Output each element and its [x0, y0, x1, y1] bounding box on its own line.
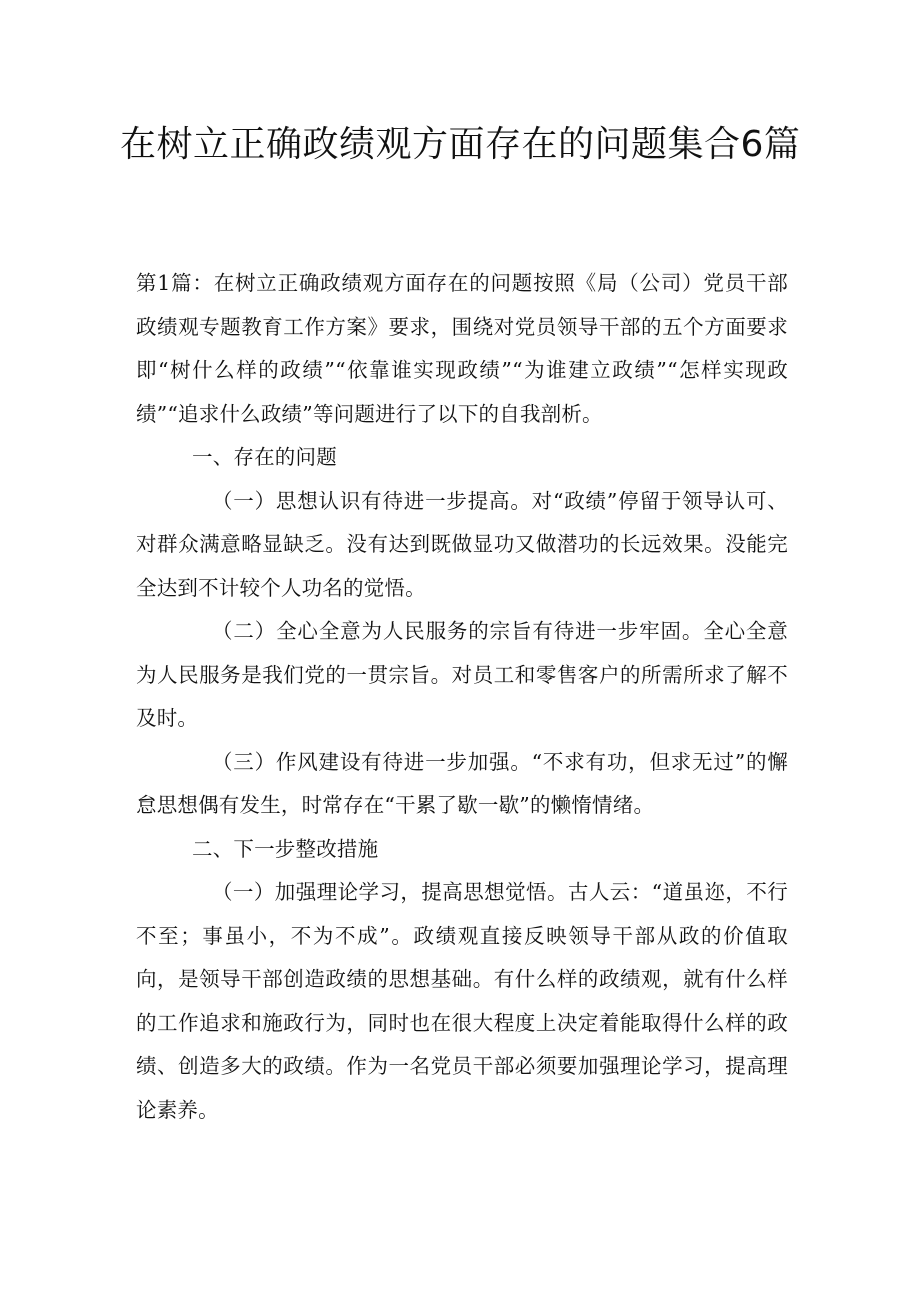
problem-paragraph-1: （一）思想认识有待进一步提高。对“政绩”停留于领导认可、对群众满意略显缺乏。没有达到既做显功又做潜功的长远效果。没能完全达到不计较个人功名的觉悟。 [136, 488, 788, 600]
document-body [136, 262, 788, 1132]
intro-paragraph: 第1篇：在树立正确政绩观方面存在的问题按照《局（公司）党员干部政绩观专题教育工作方案》要求，围绕对党员领导干部的五个方面要求即“树什么样的政绩”“依靠谁实现政绩”“为谁建立政绩”“怎样实现政绩”“追求什么政绩”等问题进行了以下的自我剖析。 [136, 271, 788, 426]
section-heading-problems: 一、存在的问题 [192, 445, 337, 469]
measure-paragraph-1: （一）加强理论学习，提高思想觉悟。古人云：“道虽迩，不行不至；事虽小，不为不成”。政绩观直接反映领导干部从政的价值取向，是领导干部创造政绩的思想基础。有什么样的政绩观，就有什么样的工作追求和施政行为，同时也在很大程度上决定着能取得什么样的政绩、创造多大的政绩。作为一名党员干部必须要加强理论学习，提高理论素养。 [136, 880, 788, 1122]
section-heading-measures: 二、下一步整改措施 [192, 836, 379, 861]
problem-paragraph-3: （三）作风建设有待进一步加强。“不求有功，但求无过”的懈怠思想偶有发生，时常存在“干累了歇一歇”的懒惰情绪。 [136, 749, 788, 817]
problem-paragraph-2: （二）全心全意为人民服务的宗旨有待进一步牢固。全心全意为人民服务是我们党的一贯宗旨。对员工和零售客户的所需所求了解不及时。 [136, 619, 788, 730]
document-title: 在树立正确政绩观方面存在的问题集合6篇 [120, 124, 801, 165]
